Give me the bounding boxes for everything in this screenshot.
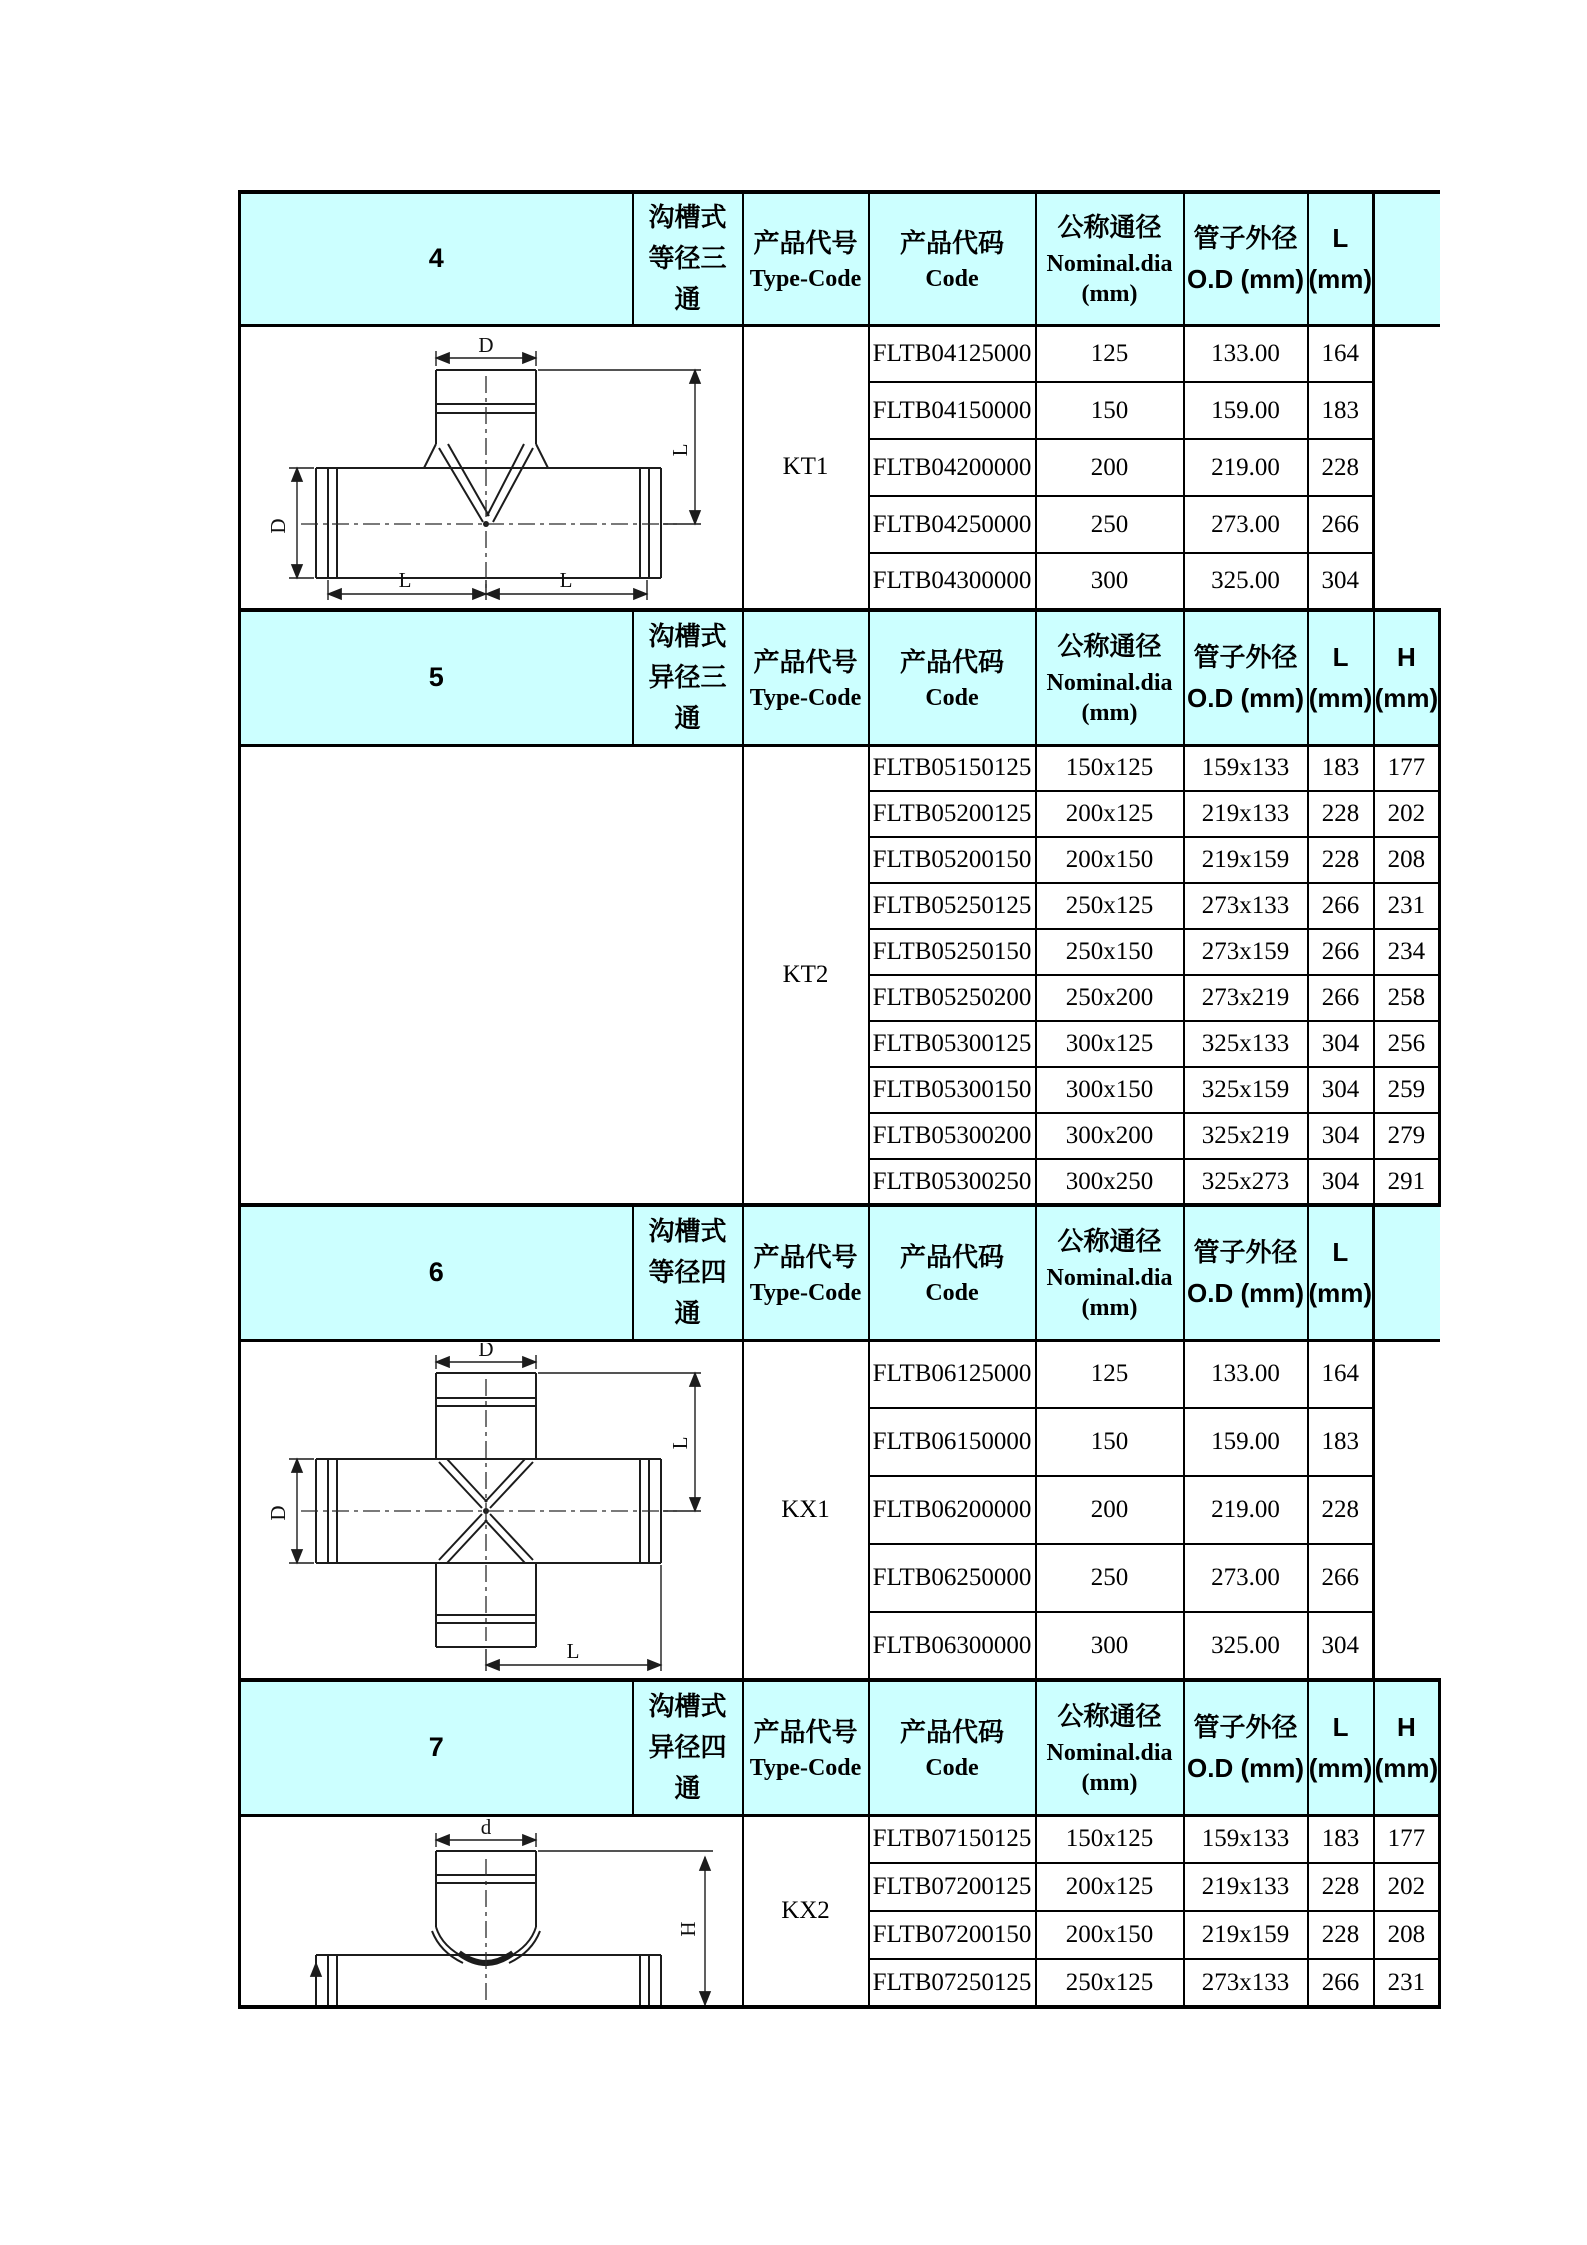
code-header-zh: 产品代码	[899, 1241, 1004, 1272]
cell-product-code: FLTB05250200	[869, 975, 1036, 1021]
type-code-header-zh: 产品代号	[753, 227, 858, 258]
cell-h-dim: 202	[1374, 791, 1440, 837]
cell-product-code: FLTB06200000	[869, 1476, 1036, 1544]
reducing-cross-outline	[316, 1851, 661, 2005]
column-header-outer-dia	[1184, 1680, 1308, 1815]
empty-area	[1374, 1612, 1440, 1680]
cell-nominal-dia: 200x150	[1036, 1911, 1184, 1959]
cell-outer-dia: 159x133	[1184, 1815, 1308, 1863]
cell-l-dim: 304	[1308, 1021, 1374, 1067]
cell-outer-dia: 219x159	[1184, 1911, 1308, 1959]
cell-l-dim: 266	[1308, 1959, 1374, 2007]
empty-area	[1374, 1340, 1440, 1408]
diagram-cell-tee	[240, 325, 743, 610]
type-code-cell: KX2	[743, 1815, 869, 2007]
cell-h-dim: 258	[1374, 975, 1440, 1021]
cell-h-dim: 177	[1374, 1815, 1440, 1863]
cell-outer-dia: 325x273	[1184, 1159, 1308, 1205]
cell-outer-dia: 133.00	[1184, 325, 1308, 382]
cell-product-code: FLTB07250125	[869, 1959, 1036, 2007]
cell-l-dim: 266	[1308, 1544, 1374, 1612]
cell-h-dim: 177	[1374, 745, 1440, 791]
cell-product-code: FLTB06250000	[869, 1544, 1036, 1612]
type-code-header-en: Type-Code	[749, 265, 862, 292]
type-code-header-zh: 产品代号	[753, 1716, 858, 1747]
category-cell	[633, 610, 743, 745]
cell-nominal-dia: 300	[1036, 553, 1184, 610]
cell-nominal-dia: 200	[1036, 439, 1184, 496]
cell-nominal-dia: 300	[1036, 1612, 1184, 1680]
l-header-unit: (mm)	[1308, 263, 1373, 294]
dim-label-d-top: d	[481, 1816, 492, 1839]
type-code-header-en: Type-Code	[749, 684, 862, 711]
cell-product-code: FLTB07200150	[869, 1911, 1036, 1959]
cell-product-code: FLTB04250000	[869, 496, 1036, 553]
cell-nominal-dia: 250x125	[1036, 883, 1184, 929]
code-header-en: Code	[925, 1754, 979, 1781]
code-header-zh: 产品代码	[899, 227, 1004, 258]
column-header-l	[1308, 1680, 1374, 1815]
table-row	[240, 325, 1440, 382]
cell-l-dim: 183	[1308, 745, 1374, 791]
type-code-header-en: Type-Code	[749, 1279, 862, 1306]
l-header-label: L	[1332, 1711, 1349, 1742]
cell-h-dim: 208	[1374, 837, 1440, 883]
cell-nominal-dia: 300x150	[1036, 1067, 1184, 1113]
cell-outer-dia: 273.00	[1184, 1544, 1308, 1612]
type-code-header-zh: 产品代号	[753, 1241, 858, 1272]
cell-l-dim: 228	[1308, 837, 1374, 883]
empty-area	[1374, 496, 1440, 553]
cell-nominal-dia: 300x200	[1036, 1113, 1184, 1159]
column-header-l	[1308, 1205, 1374, 1340]
column-header-type-code	[743, 1205, 869, 1340]
table-row	[240, 1340, 1440, 1408]
code-header-en: Code	[925, 265, 979, 292]
cell-nominal-dia: 250x150	[1036, 929, 1184, 975]
column-header-outer-dia	[1184, 610, 1308, 745]
category-label: 沟槽式等径四通	[648, 1216, 727, 1329]
cell-l-dim: 266	[1308, 496, 1374, 553]
cell-l-dim: 183	[1308, 382, 1374, 439]
product-spec-table	[238, 190, 1441, 2009]
column-header-type-code	[743, 192, 869, 325]
section-number: 5	[428, 662, 444, 693]
cell-l-dim: 164	[1308, 1340, 1374, 1408]
cell-nominal-dia: 200	[1036, 1476, 1184, 1544]
nominal-header-en: Nominal.dia	[1046, 250, 1173, 277]
column-header-nominal-dia	[1036, 1680, 1184, 1815]
cell-outer-dia: 219x159	[1184, 837, 1308, 883]
nominal-header-zh: 公称通径	[1057, 212, 1162, 243]
table-row	[240, 745, 1440, 791]
column-header-h	[1374, 610, 1440, 745]
cell-product-code: FLTB04125000	[869, 325, 1036, 382]
section-number-cell	[240, 1205, 633, 1340]
cell-l-dim: 304	[1308, 553, 1374, 610]
cell-nominal-dia: 150x125	[1036, 1815, 1184, 1863]
cell-product-code: FLTB06300000	[869, 1612, 1036, 1680]
code-header-en: Code	[925, 1279, 979, 1306]
od-header-en: O.D (mm)	[1187, 1277, 1304, 1308]
empty-area	[1374, 1205, 1440, 1340]
cell-outer-dia: 159.00	[1184, 1408, 1308, 1476]
reducing-cross-dimensions	[316, 1817, 713, 2005]
l-header-label: L	[1332, 641, 1349, 672]
cell-h-dim: 208	[1374, 1911, 1440, 1959]
dim-label-l-bottom-left: L	[398, 568, 412, 593]
od-header-zh: 管子外径	[1193, 641, 1298, 672]
cell-product-code: FLTB05300250	[869, 1159, 1036, 1205]
type-code-cell: KX1	[743, 1340, 869, 1680]
cell-nominal-dia: 125	[1036, 325, 1184, 382]
diagram-cell-cross	[240, 1340, 743, 1680]
cell-product-code: FLTB05250125	[869, 883, 1036, 929]
od-header-zh: 管子外径	[1193, 222, 1298, 253]
column-header-code	[869, 1680, 1036, 1815]
nominal-header-en: Nominal.dia	[1046, 1264, 1173, 1291]
l-header-label: L	[1332, 1236, 1349, 1267]
cell-product-code: FLTB06150000	[869, 1408, 1036, 1476]
diagram-cell-none	[240, 745, 743, 1205]
cell-outer-dia: 273x133	[1184, 883, 1308, 929]
column-header-nominal-dia	[1036, 1205, 1184, 1340]
table-row	[240, 1815, 1440, 1863]
h-header-label: H	[1396, 641, 1416, 672]
l-header-label: L	[1332, 222, 1349, 253]
cell-h-dim: 234	[1374, 929, 1440, 975]
empty-area	[1374, 1476, 1440, 1544]
section-7-header-row	[240, 1680, 1440, 1815]
cell-outer-dia: 325x159	[1184, 1067, 1308, 1113]
cell-product-code: FLTB04200000	[869, 439, 1036, 496]
cell-nominal-dia: 150	[1036, 1408, 1184, 1476]
cell-nominal-dia: 200x125	[1036, 1863, 1184, 1911]
cell-outer-dia: 133.00	[1184, 1340, 1308, 1408]
nominal-header-unit: (mm)	[1081, 281, 1138, 308]
column-header-type-code	[743, 1680, 869, 1815]
category-cell	[633, 1680, 743, 1815]
section-4-header-row	[240, 192, 1440, 325]
od-header-en: O.D (mm)	[1187, 263, 1304, 294]
cell-outer-dia: 159x133	[1184, 745, 1308, 791]
cross-outline	[316, 1373, 661, 1647]
cell-l-dim: 183	[1308, 1408, 1374, 1476]
cell-l-dim: 266	[1308, 975, 1374, 1021]
dim-label-d-top: D	[478, 333, 494, 358]
tee-outline	[316, 370, 661, 578]
column-header-nominal-dia	[1036, 192, 1184, 325]
l-header-unit: (mm)	[1308, 682, 1373, 713]
cell-l-dim: 183	[1308, 1815, 1374, 1863]
cross-diagram	[243, 1343, 739, 1677]
cell-nominal-dia: 150	[1036, 382, 1184, 439]
section-number: 4	[428, 243, 444, 274]
cell-outer-dia: 325.00	[1184, 1612, 1308, 1680]
column-header-code	[869, 610, 1036, 745]
od-header-en: O.D (mm)	[1187, 682, 1304, 713]
dim-label-l-bottom: L	[566, 1638, 580, 1663]
section-6-header-row	[240, 1205, 1440, 1340]
dim-label-d-left: D	[266, 1505, 291, 1521]
tee-dimensions	[266, 333, 701, 600]
cell-outer-dia: 219.00	[1184, 439, 1308, 496]
category-label: 沟槽式异径三通	[648, 621, 727, 734]
cell-l-dim: 228	[1308, 1911, 1374, 1959]
cell-outer-dia: 273x133	[1184, 1959, 1308, 2007]
dim-label-d-left: D	[266, 518, 291, 534]
cell-nominal-dia: 250x200	[1036, 975, 1184, 1021]
cell-outer-dia: 219.00	[1184, 1476, 1308, 1544]
nominal-header-zh: 公称通径	[1057, 1226, 1162, 1257]
cell-l-dim: 304	[1308, 1113, 1374, 1159]
empty-area	[1374, 192, 1440, 325]
cell-h-dim: 279	[1374, 1113, 1440, 1159]
cell-l-dim: 228	[1308, 1476, 1374, 1544]
cell-product-code: FLTB05300200	[869, 1113, 1036, 1159]
column-header-nominal-dia	[1036, 610, 1184, 745]
empty-area	[1374, 1408, 1440, 1476]
cell-h-dim: 231	[1374, 883, 1440, 929]
nominal-header-zh: 公称通径	[1057, 631, 1162, 662]
column-header-code	[869, 192, 1036, 325]
nominal-header-unit: (mm)	[1081, 700, 1138, 727]
column-header-type-code	[743, 610, 869, 745]
empty-area	[1374, 325, 1440, 382]
empty-area	[1374, 439, 1440, 496]
cell-nominal-dia: 250	[1036, 496, 1184, 553]
dim-label-l-right: L	[668, 1436, 693, 1450]
cell-l-dim: 266	[1308, 929, 1374, 975]
column-header-l	[1308, 610, 1374, 745]
h-header-label: H	[1396, 1711, 1416, 1742]
cell-outer-dia: 325.00	[1184, 553, 1308, 610]
section-5-header-row	[240, 610, 1440, 745]
column-header-outer-dia	[1184, 192, 1308, 325]
category-label: 沟槽式等径三通	[648, 202, 727, 315]
dim-label-d-top: D	[478, 1342, 494, 1361]
type-code-cell: KT2	[743, 745, 869, 1205]
h-header-unit: (mm)	[1374, 1752, 1439, 1783]
category-cell	[633, 1205, 743, 1340]
cell-h-dim: 291	[1374, 1159, 1440, 1205]
diagram-cell-cross_partial	[240, 1815, 743, 2007]
l-header-unit: (mm)	[1308, 1277, 1373, 1308]
cell-nominal-dia: 300x250	[1036, 1159, 1184, 1205]
nominal-header-unit: (mm)	[1081, 1295, 1138, 1322]
category-label: 沟槽式异径四通	[648, 1691, 727, 1804]
code-header-en: Code	[925, 684, 979, 711]
reducing-cross-diagram	[243, 1817, 739, 2005]
cross-dimensions	[266, 1343, 701, 1671]
cell-product-code: FLTB05200150	[869, 837, 1036, 883]
cell-l-dim: 304	[1308, 1067, 1374, 1113]
cell-product-code: FLTB05300150	[869, 1067, 1036, 1113]
cell-nominal-dia: 300x125	[1036, 1021, 1184, 1067]
h-header-unit: (mm)	[1374, 682, 1439, 713]
code-header-zh: 产品代码	[899, 646, 1004, 677]
cell-outer-dia: 219x133	[1184, 1863, 1308, 1911]
od-header-zh: 管子外径	[1193, 1711, 1298, 1742]
cell-product-code: FLTB05200125	[869, 791, 1036, 837]
cell-product-code: FLTB04300000	[869, 553, 1036, 610]
column-header-h	[1374, 1680, 1440, 1815]
empty-area	[1374, 553, 1440, 610]
od-header-en: O.D (mm)	[1187, 1752, 1304, 1783]
type-code-cell: KT1	[743, 325, 869, 610]
cell-outer-dia: 325x219	[1184, 1113, 1308, 1159]
od-header-zh: 管子外径	[1193, 1236, 1298, 1267]
cell-product-code: FLTB07200125	[869, 1863, 1036, 1911]
cell-product-code: FLTB05300125	[869, 1021, 1036, 1067]
cell-product-code: FLTB04150000	[869, 382, 1036, 439]
cell-outer-dia: 219x133	[1184, 791, 1308, 837]
cell-nominal-dia: 250x125	[1036, 1959, 1184, 2007]
section-number-cell	[240, 610, 633, 745]
empty-area	[1374, 382, 1440, 439]
nominal-header-unit: (mm)	[1081, 1770, 1138, 1797]
nominal-header-en: Nominal.dia	[1046, 669, 1173, 696]
dim-label-h-right: H	[676, 1921, 701, 1937]
type-code-header-en: Type-Code	[749, 1754, 862, 1781]
cell-product-code: FLTB07150125	[869, 1815, 1036, 1863]
tee-centerlines	[301, 376, 677, 593]
cell-l-dim: 228	[1308, 439, 1374, 496]
cell-l-dim: 304	[1308, 1159, 1374, 1205]
cell-product-code: FLTB05250150	[869, 929, 1036, 975]
section-number-cell	[240, 1680, 633, 1815]
section-number: 7	[428, 1732, 444, 1763]
cell-l-dim: 304	[1308, 1612, 1374, 1680]
cell-h-dim: 259	[1374, 1067, 1440, 1113]
cell-nominal-dia: 250	[1036, 1544, 1184, 1612]
cell-h-dim: 231	[1374, 1959, 1440, 2007]
cell-outer-dia: 273x159	[1184, 929, 1308, 975]
cell-outer-dia: 273x219	[1184, 975, 1308, 1021]
category-cell	[633, 192, 743, 325]
cell-l-dim: 228	[1308, 1863, 1374, 1911]
cell-l-dim: 228	[1308, 791, 1374, 837]
cell-outer-dia: 273.00	[1184, 496, 1308, 553]
type-code-header-zh: 产品代号	[753, 646, 858, 677]
column-header-l	[1308, 192, 1374, 325]
cell-outer-dia: 159.00	[1184, 382, 1308, 439]
nominal-header-zh: 公称通径	[1057, 1701, 1162, 1732]
cell-product-code: FLTB05150125	[869, 745, 1036, 791]
cross-centerlines	[301, 1379, 677, 1641]
cell-l-dim: 164	[1308, 325, 1374, 382]
tee-diagram	[243, 328, 739, 606]
cell-l-dim: 266	[1308, 883, 1374, 929]
l-header-unit: (mm)	[1308, 1752, 1373, 1783]
column-header-code	[869, 1205, 1036, 1340]
section-number-cell	[240, 192, 633, 325]
empty-area	[1374, 1544, 1440, 1612]
cell-nominal-dia: 125	[1036, 1340, 1184, 1408]
dim-label-l-right: L	[668, 443, 693, 457]
cell-h-dim: 256	[1374, 1021, 1440, 1067]
cell-nominal-dia: 200x125	[1036, 791, 1184, 837]
section-number: 6	[428, 1257, 444, 1288]
cell-h-dim: 202	[1374, 1863, 1440, 1911]
cell-nominal-dia: 200x150	[1036, 837, 1184, 883]
column-header-outer-dia	[1184, 1205, 1308, 1340]
cell-outer-dia: 325x133	[1184, 1021, 1308, 1067]
cell-nominal-dia: 150x125	[1036, 745, 1184, 791]
code-header-zh: 产品代码	[899, 1716, 1004, 1747]
dim-label-l-bottom-right: L	[559, 568, 573, 593]
nominal-header-en: Nominal.dia	[1046, 1739, 1173, 1766]
cell-product-code: FLTB06125000	[869, 1340, 1036, 1408]
